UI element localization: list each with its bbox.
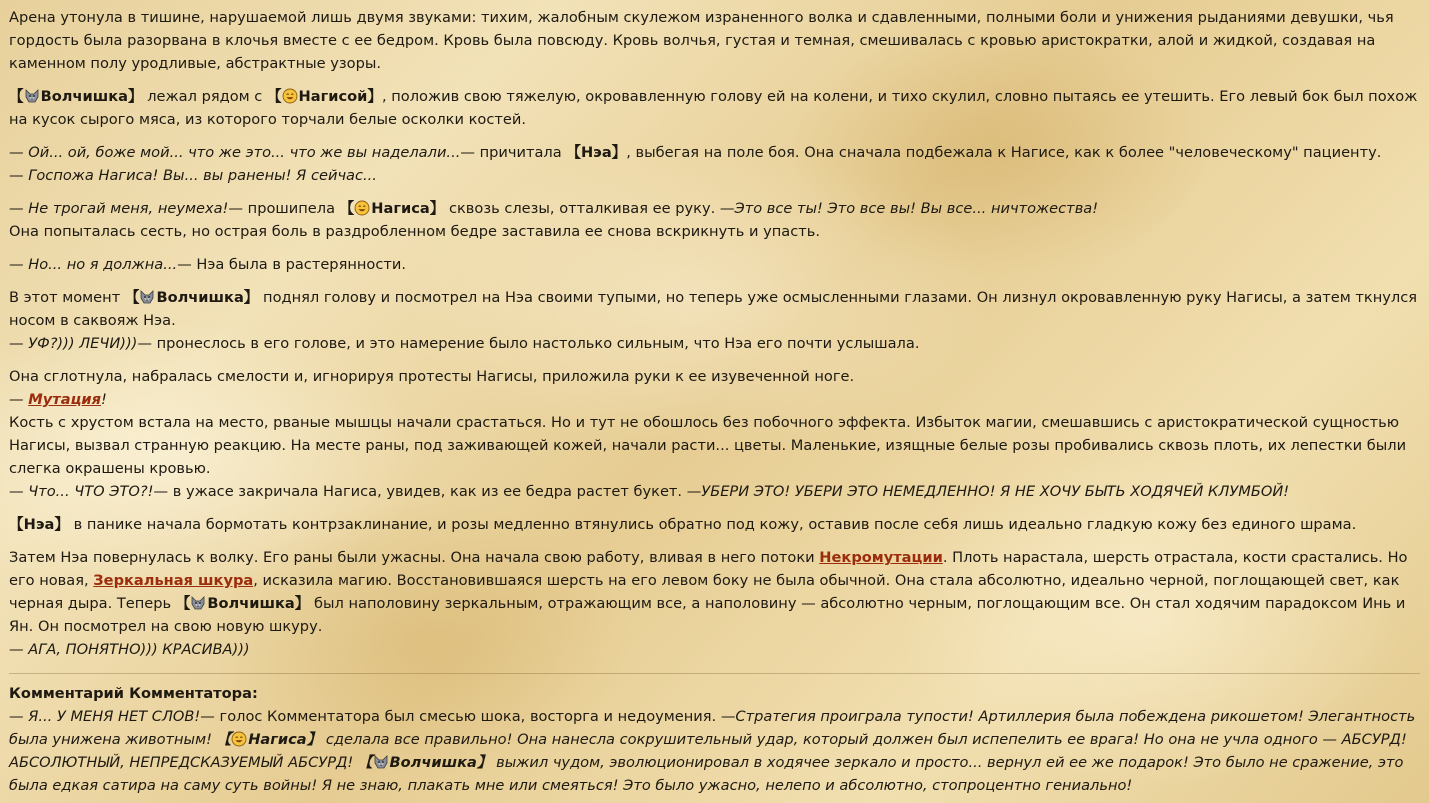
paragraph-arena: Арена утонула в тишине, нарушаемой лишь двумя звуками: тихим, жалобным скулежом израненного волка и сдавленными, полными боли и унижения рыданиями девушки, чья гордость была разорвана в клочья вместе с ее бедром. Кровь была повсюду. Кровь волчья, густая и темная, смешивалась с кровью аристократки, алой и жидкой, создавая на каменном полу уродливые, абстрактные узоры.	[9, 9, 1394, 72]
character-tag-wolf: 【 Волчишка】	[9, 88, 143, 105]
paragraph-wolf-lies: 【 Волчишка】 лежал рядом с 【 Нагисой】, положив свою тяжелую, окровавленную голову ей на колени, и тихо скулил, словно пытаясь ее утешить. Его левый бок был похож на кусок сырого мяса, из которого торчали белые осколки костей.	[9, 88, 1418, 128]
paragraph-wolf-looks: В этот момент 【 Волчишка】 поднял голову и посмотрел на Нэа своими тупыми, но теперь уже осмысленными глазами. Он лизнул окровавленную руку Нагисы, а затем ткнулся носом в саквояж Нэа. — УФ?))) ЛЕЧИ)))— пронеслось в его голове, и это намерение было настолько сильным, что Нэа его почти услышала.	[9, 289, 1418, 352]
paragraph-counterspell: 【Нэа】 в панике начала бормотать контрзаклинание, и розы медленно втянулись обратно под кожу, оставив после себя лишь идеально гладкую кожу без единого шрама.	[9, 516, 1357, 533]
character-tag-wolf: 【 Волчишка】	[124, 289, 259, 306]
skill-link-necromutation[interactable]: Некромутации	[819, 549, 943, 566]
wolf-face-icon	[24, 88, 40, 104]
section-divider	[9, 673, 1420, 674]
smiling-face-icon	[231, 731, 247, 747]
commentary-heading: Комментарий Комментатора:	[9, 685, 258, 702]
paragraph-nea-runs: — Ой... ой, боже мой... что же это... что же вы наделали...— причитала 【Нэа】, выбегая на поле боя. Она сначала подбежала к Нагисе, как к более "человеческому" пациенту. — Госпожа Нагиса! Вы... вы ранены! Я сейчас...	[9, 144, 1382, 184]
character-tag-nea: 【Нэа】	[566, 144, 627, 161]
paragraph-nea-confused: — Но... но я должна...— Нэа была в растерянности.	[9, 256, 407, 273]
paragraph-nagisa-hisses: — Не трогай меня, неумеха!— прошипела 【 Нагиса】 сквозь слезы, отталкивая ее руку. —Это все ты! Это все вы! Вы все... ничтожества! Она попыталась сесть, но острая боль в раздробленном бедре заставила ее снова вскрикнуть и упасть.	[9, 200, 1099, 240]
wolf-face-icon	[373, 754, 389, 770]
smiling-face-icon	[354, 200, 370, 216]
wolf-face-icon	[190, 595, 206, 611]
commentary-text: — Я... У МЕНЯ НЕТ СЛОВ!— голос Комментатора был смесью шока, восторга и недоумения. —Стратегия проиграла тупости! Артиллерия была побеждена рикошетом! Элегантность была унижена животным! 【 Нагиса】 сделала все правильно! Она нанесла сокрушительный удар, который должен был испепелить ее врага! Но она не учла одного — АБСУРД! АБСОЛЮТНЫЙ, НЕПРЕДСКАЗУЕМЫЙ АБСУРД! 【 Волчишка】 выжил чудом, эволюционировал в ходячее зеркало и просто... вернул ей ее же подарок! Это было не сражение, это была едкая сатира на саму суть войны! Я не знаю, плакать мне или смеяться! Это было ужасно, нелепо и абсолютно, стопроцентно гениально!	[9, 708, 1416, 794]
character-tag-wolf: 【 Волчишка】	[357, 754, 492, 771]
character-tag-nagisa: 【 Нагисой】	[266, 88, 382, 105]
smiling-face-icon	[282, 88, 298, 104]
character-tag-wolf: 【 Волчишка】	[175, 595, 310, 612]
skill-link-mutation[interactable]: Мутация	[28, 391, 101, 408]
character-tag-nea: 【Нэа】	[9, 516, 69, 533]
paragraph-wolf-heal: Затем Нэа повернулась к волку. Его раны были ужасны. Она начала свою работу, вливая в него потоки Некромутации. Плоть нарастала, шерсть отрастала, кости срастались. Но его новая, Зеркальная шкура, исказила магию. Восстановившаяся шерсть на его левом боку не была обычной. Она стала абсолютно, идеально черной, поглощающей свет, как черная дыра. Теперь 【 Волчишка】 был наполовину зеркальным, отражающим все, а наполовину — абсолютно черным, поглощающим все. Он стал ходячим парадоксом Инь и Ян. Он посмотрел на свою новую шкуру. — АГА, ПОНЯТНО))) КРАСИВА)))	[9, 549, 1408, 658]
skill-link-mirror-skin[interactable]: Зеркальная шкура	[93, 572, 254, 589]
character-tag-nagisa: 【 Нагиса】	[216, 731, 322, 748]
commentary-block	[9, 682, 1420, 797]
paragraph-mutation: Она сглотнула, набралась смелости и, игнорируя протесты Нагисы, приложила руки к ее изувеченной ноге. — Мутация! Кость с хрустом встала на место, рваные мышцы начали срастаться. Но и тут не обошлось без побочного эффекта. Избыток магии, смешавшись с аристократической сущностью Нагисы, вызвал странную реакцию. На месте раны, под заживающей кожей, начали расти... цветы. Маленькие, изящные белые розы пробивались сквозь плоть, их лепестки были слегка окрашены кровью. — Что... ЧТО ЭТО?!— в ужасе закричала Нагиса, увидев, как из ее бедра растет букет. —УБЕРИ ЭТО! УБЕРИ ЭТО НЕМЕДЛЕННО! Я НЕ ХОЧУ БЫТЬ ХОДЯЧЕЙ КЛУМБОЙ!	[9, 368, 1407, 500]
character-tag-nagisa: 【 Нагиса】	[339, 200, 445, 217]
wolf-face-icon	[139, 289, 155, 305]
